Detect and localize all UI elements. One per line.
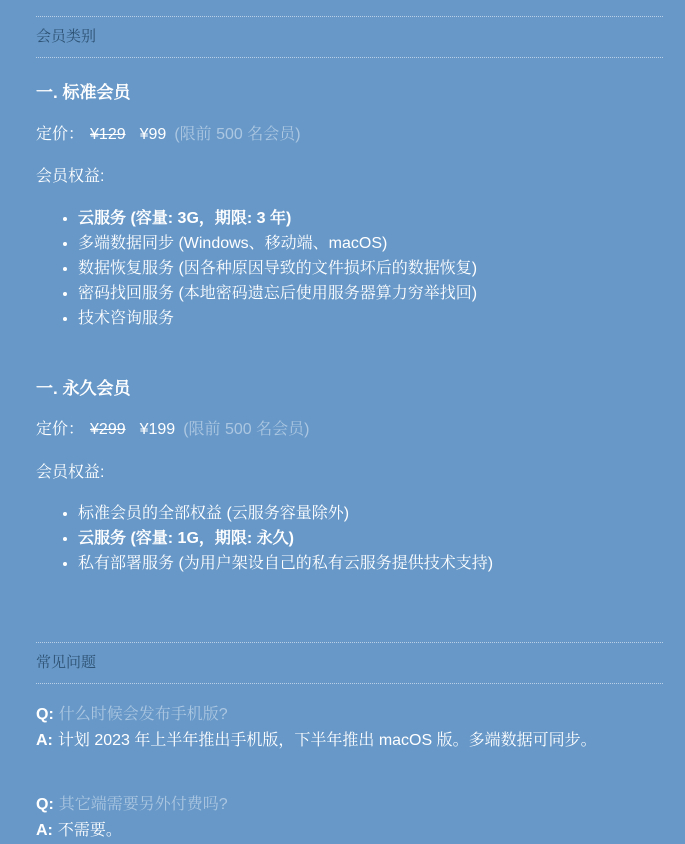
benefit-item: • 多端数据同步 (Windows、移动端、macOS) [78,231,663,256]
benefit-item: • 密码找回服务 (本地密码遗忘后使用服务器算力穷举找回) [78,281,663,306]
benefit-item: • 云服务 (容量: 1G，期限: 永久) [78,526,663,551]
plans-container [36,81,663,576]
price-note: (限前 500 名会员) [183,421,310,439]
faq-answer-line [36,818,663,844]
faq-container [36,702,663,844]
benefit-item: • 技术咨询服务 [78,306,663,331]
faq-section-header [36,642,663,684]
question-prefix: Q: [36,796,54,814]
benefit-item: • 私有部署服务 (为用户架设自己的私有云服务提供技术支持) [78,551,663,576]
plan-title: 一. 永久会员 [36,378,131,398]
benefit-item: • 云服务 (容量: 3G，期限: 3 年) [78,206,663,231]
plan-title: 一. 标准会员 [36,83,131,102]
price-line [36,124,663,146]
benefits-label: 会员权益: [36,463,105,481]
membership-section-header [36,16,663,58]
faq-section-title: 常见问题 [36,654,97,672]
question-prefix: Q: [36,706,54,724]
old-price: ¥299 [90,421,126,439]
faq-question-line [36,702,663,728]
benefit-item: • 数据恢复服务 (因各种原因导致的文件损坏后的数据恢复) [78,256,663,281]
benefits-list [36,501,663,576]
price-line [36,419,663,441]
faq-item [36,702,663,754]
answer-prefix: A: [36,732,53,750]
answer-text: 计划 2023 年上半年推出手机版，下半年推出 macOS 版。多端数据可同步。 [57,732,597,750]
benefits-list [36,206,663,331]
price-label: 定价： [36,125,85,143]
question-text: 其它端需要另外付费吗? [58,796,228,814]
new-price: ¥99 [139,125,167,143]
faq-answer-line [36,728,663,754]
membership-plan [36,377,663,577]
benefits-label: 会员权益: [36,168,105,186]
membership-section-title: 会员类别 [36,28,97,45]
answer-text: 不需要。 [57,822,122,840]
price-label: 定价： [36,421,85,439]
new-price: ¥199 [139,421,176,439]
price-note: (限前 500 名会员) [174,125,301,143]
membership-plan [36,81,663,331]
faq-question-line [36,792,663,818]
old-price: ¥129 [90,125,126,143]
question-text: 什么时候会发布手机版? [58,706,228,724]
answer-prefix: A: [36,822,53,840]
benefit-item: • 标准会员的全部权益 (云服务容量除外) [78,501,663,526]
